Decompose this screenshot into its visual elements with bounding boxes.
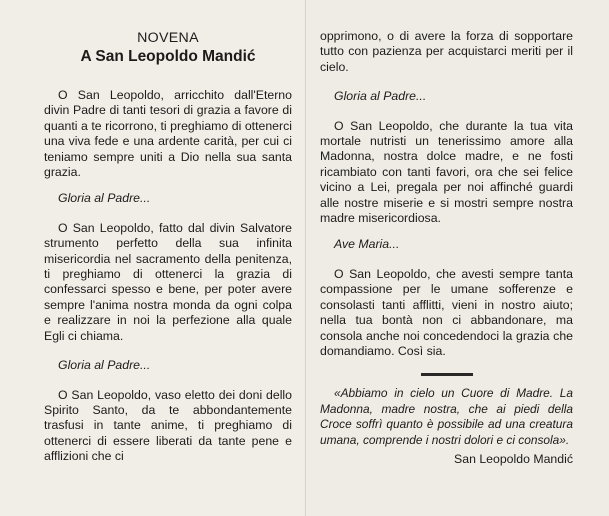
prayer-paragraph-2: O San Leopoldo, fatto dal divin Salvatore strumento perfetto della sua infinita misericordia nel sacramento della penitenza, ti preghiamo di ottenerci la grazia di confessarci spesso e bene, per poter avere sempre l'anima nostra monda da ogni colpa e realizzare in noi la perfezione alla quale Egli ci chiama. xyxy=(44,220,292,343)
saint-quote: «Abbiamo in cielo un Cuore di Madre. La Madonna, madre nostra, che ai piedi della Croce soffrì quanto è possibile ad una creatura umana, comprende i nostri dolori e ci consola». xyxy=(320,386,573,447)
prayer-paragraph-1: O San Leopoldo, arricchito dall'Eterno divin Padre di tanti tesori di grazia a favore di quanti a te ricorrono, ti preghiamo di ottenerci una viva fede e una ardente carità, per cui ci teniamo sempre uniti a Dio nella sua santa grazia. xyxy=(44,88,292,180)
gloria-al-padre-1: Gloria al Padre... xyxy=(58,191,151,206)
prayer-paragraph-5: O San Leopoldo, che avesti sempre tanta compassione per le umane sofferenze e consolasti tanti afflitti, vieni in nostro aiuto; nella tua bontà non ci abbandonare, ma consola anche noi concedendoci la grazia che domandiamo. Così sia. xyxy=(320,266,573,358)
prayer-paragraph-3: O San Leopoldo, vaso eletto dei doni dello Spirito Santo, da te abbondantemente trasfusi in tante anime, ti preghiamo di ottenerci di essere liberati da tante pene e afflizioni che ci xyxy=(44,387,292,464)
novena-subheading: A San Leopoldo Mandić xyxy=(80,48,256,65)
ave-maria: Ave Maria... xyxy=(334,237,400,252)
novena-heading: NOVENA xyxy=(137,30,199,46)
signature: San Leopoldo Mandić xyxy=(454,451,573,466)
prayer-paragraph-3-continued: opprimono, o di avere la forza di sopportare tutto con pazienza per acquistarci meriti per il cielo. xyxy=(320,29,573,74)
prayer-paragraph-4: O San Leopoldo, che durante la tua vita mortale nutristi un tenerissimo amore alla Madonna, nostra dolce madre, e ne fosti ricambiato con tanti favori, ora che sei felice vicino a Lei, pregala per noi affinché guardi alle nostre miserie e si mostri sempre nostra madre misericordiosa. xyxy=(320,118,573,226)
divider xyxy=(421,373,473,376)
gloria-al-padre-3: Gloria al Padre... xyxy=(334,89,427,104)
gloria-al-padre-2: Gloria al Padre... xyxy=(58,358,151,373)
left-page xyxy=(0,0,304,516)
right-page xyxy=(305,0,609,516)
